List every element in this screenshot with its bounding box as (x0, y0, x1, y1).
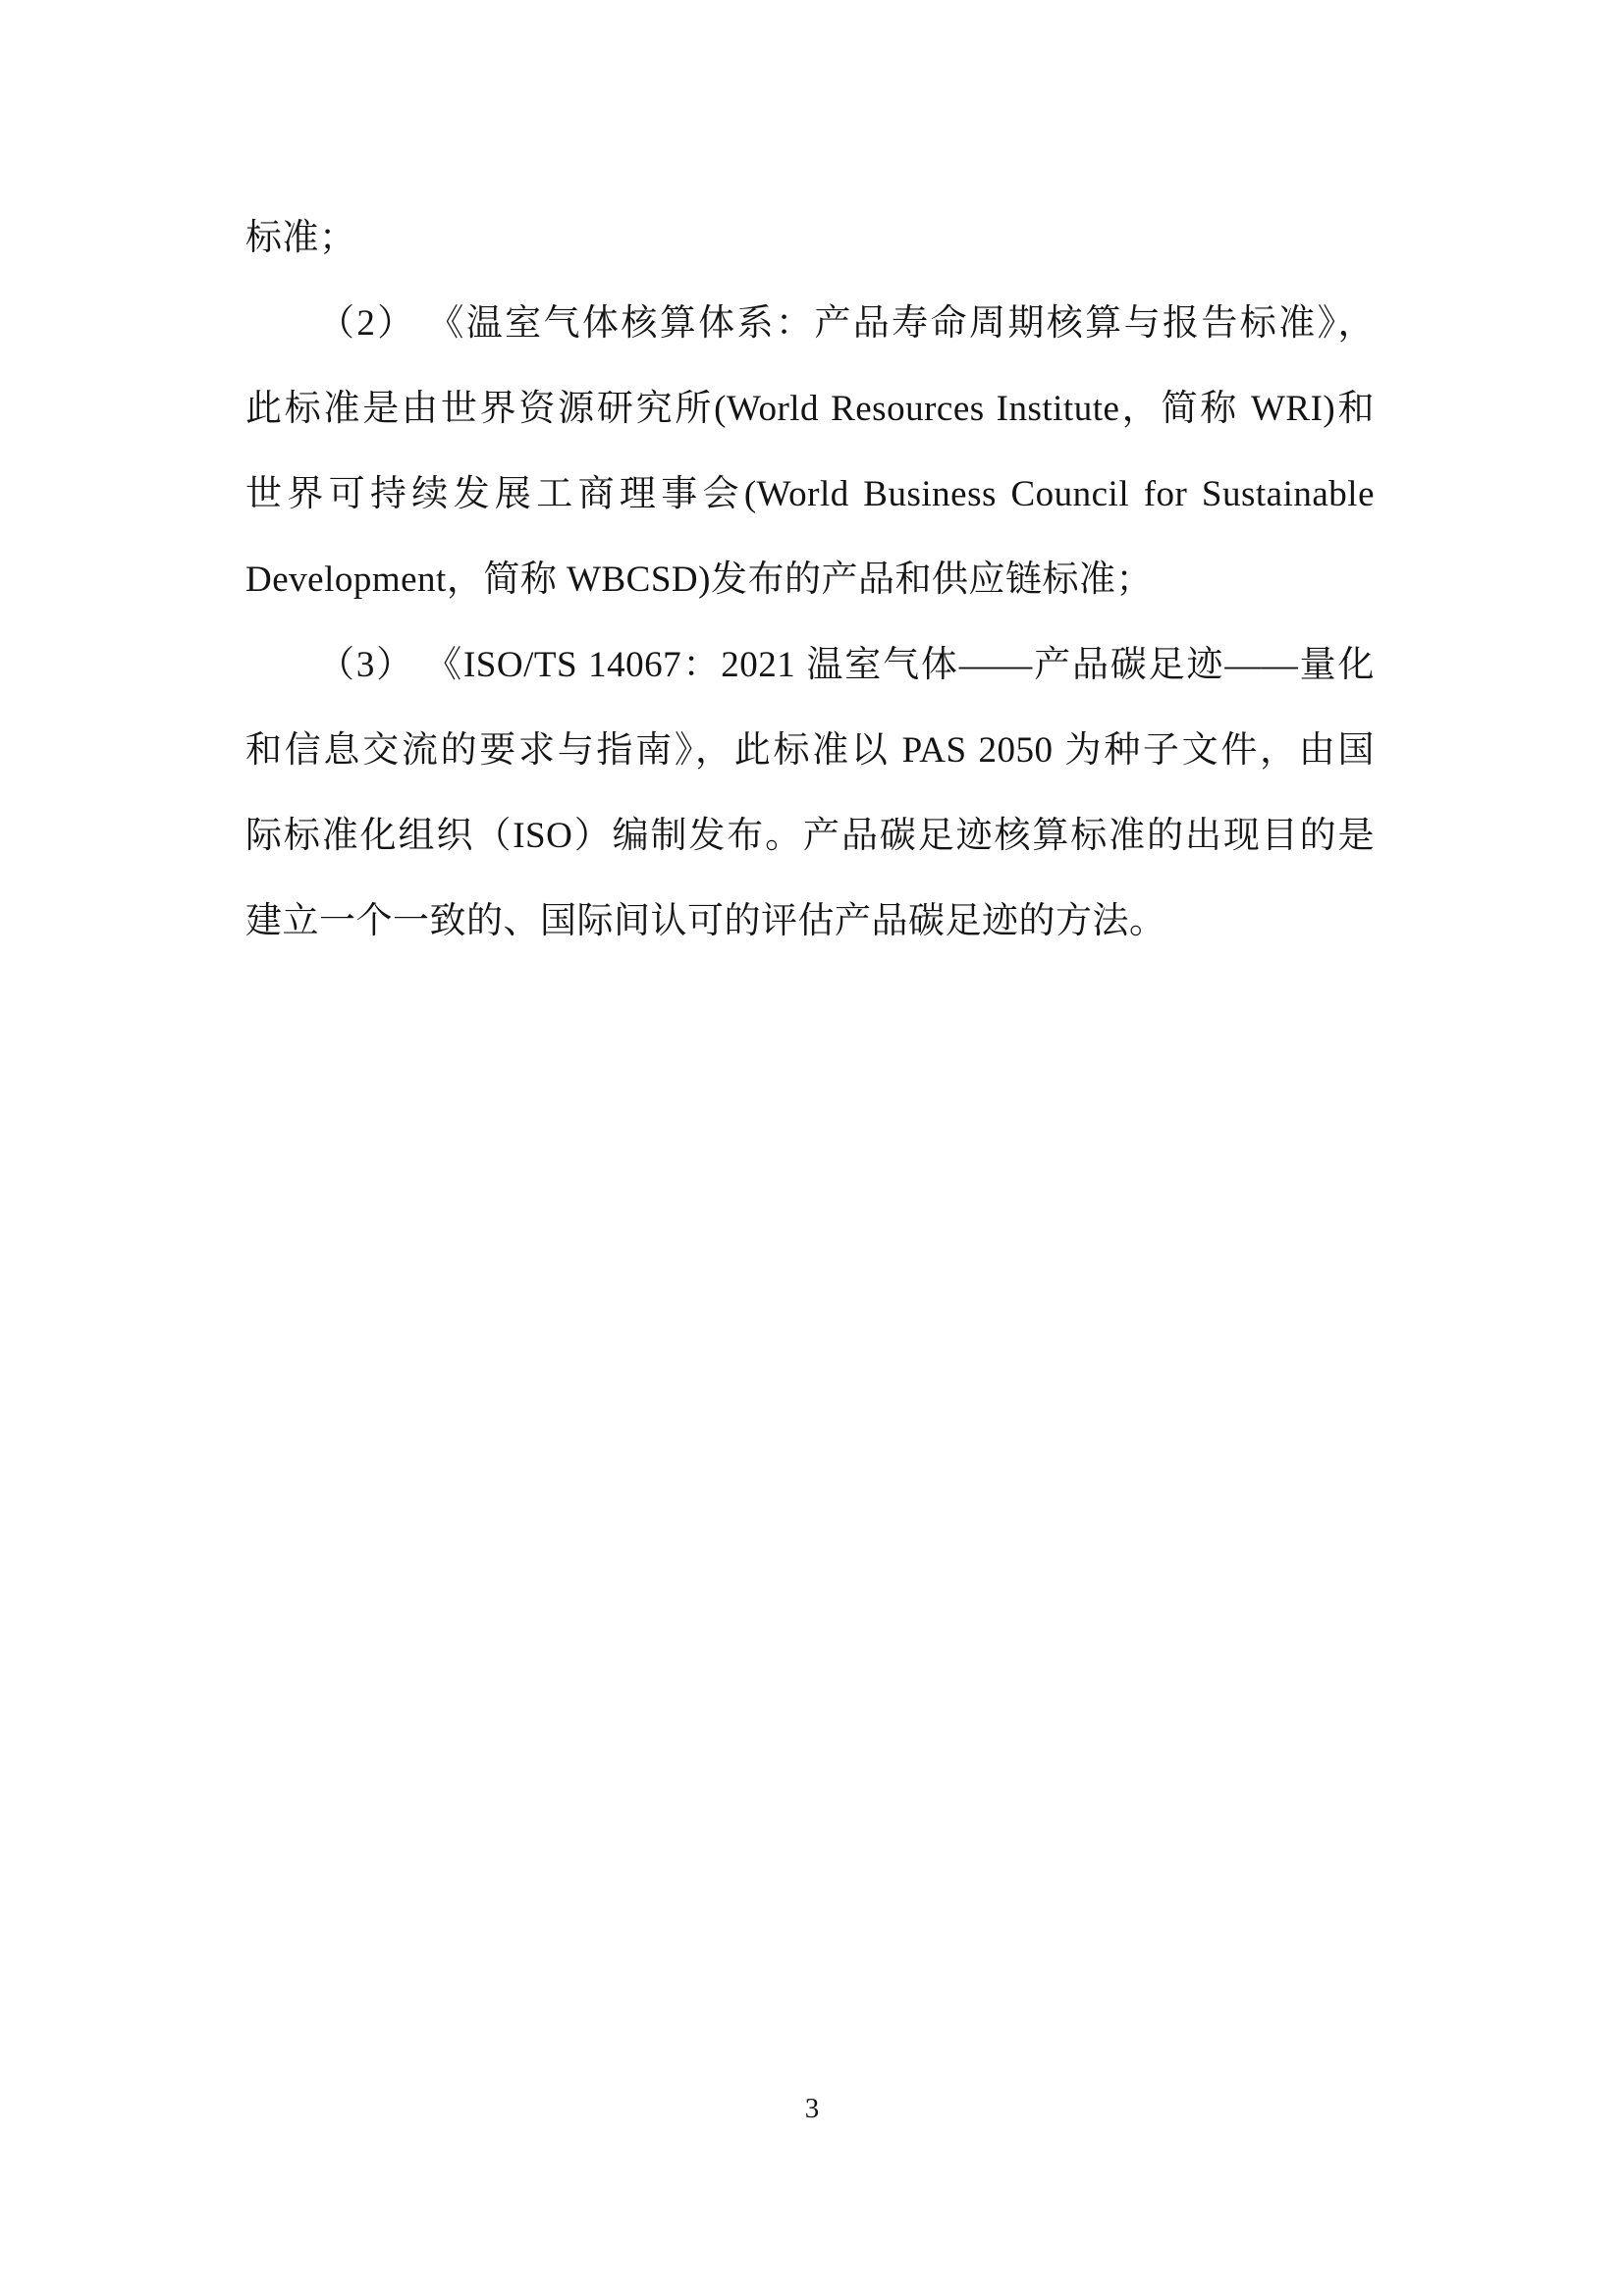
page-number: 3 (804, 2093, 820, 2124)
text-line: 和信息交流的要求与指南》，此标准以 PAS 2050 为种子文件，由国 (245, 730, 1375, 771)
text-line: 建立一个一致的、国际间认可的评估产品碳足迹的方法。 (245, 901, 1166, 941)
text-line: （3） 《ISO/TS 14067：2021 温室气体——产品碳足迹——量化 (318, 645, 1375, 685)
text-line: 际标准化组织（ISO）编制发布。产品碳足迹核算标准的出现目的是 (245, 816, 1375, 856)
text-line: 世界可持续发展工商理事会(World Business Council for Sustainable (245, 474, 1375, 514)
document-text-block (245, 195, 1375, 964)
text-line: 此标准是由世界资源研究所(World Resources Institute，简称 WRI)和 (245, 389, 1375, 429)
text-line: 标准； (245, 218, 356, 258)
page-footer (0, 2089, 1624, 2128)
text-line: （2） 《温室气体核算体系：产品寿命周期核算与报告标准》， (318, 303, 1375, 344)
text-line: Development，简称 WBCSD)发布的产品和供应链标准； (245, 560, 1153, 600)
